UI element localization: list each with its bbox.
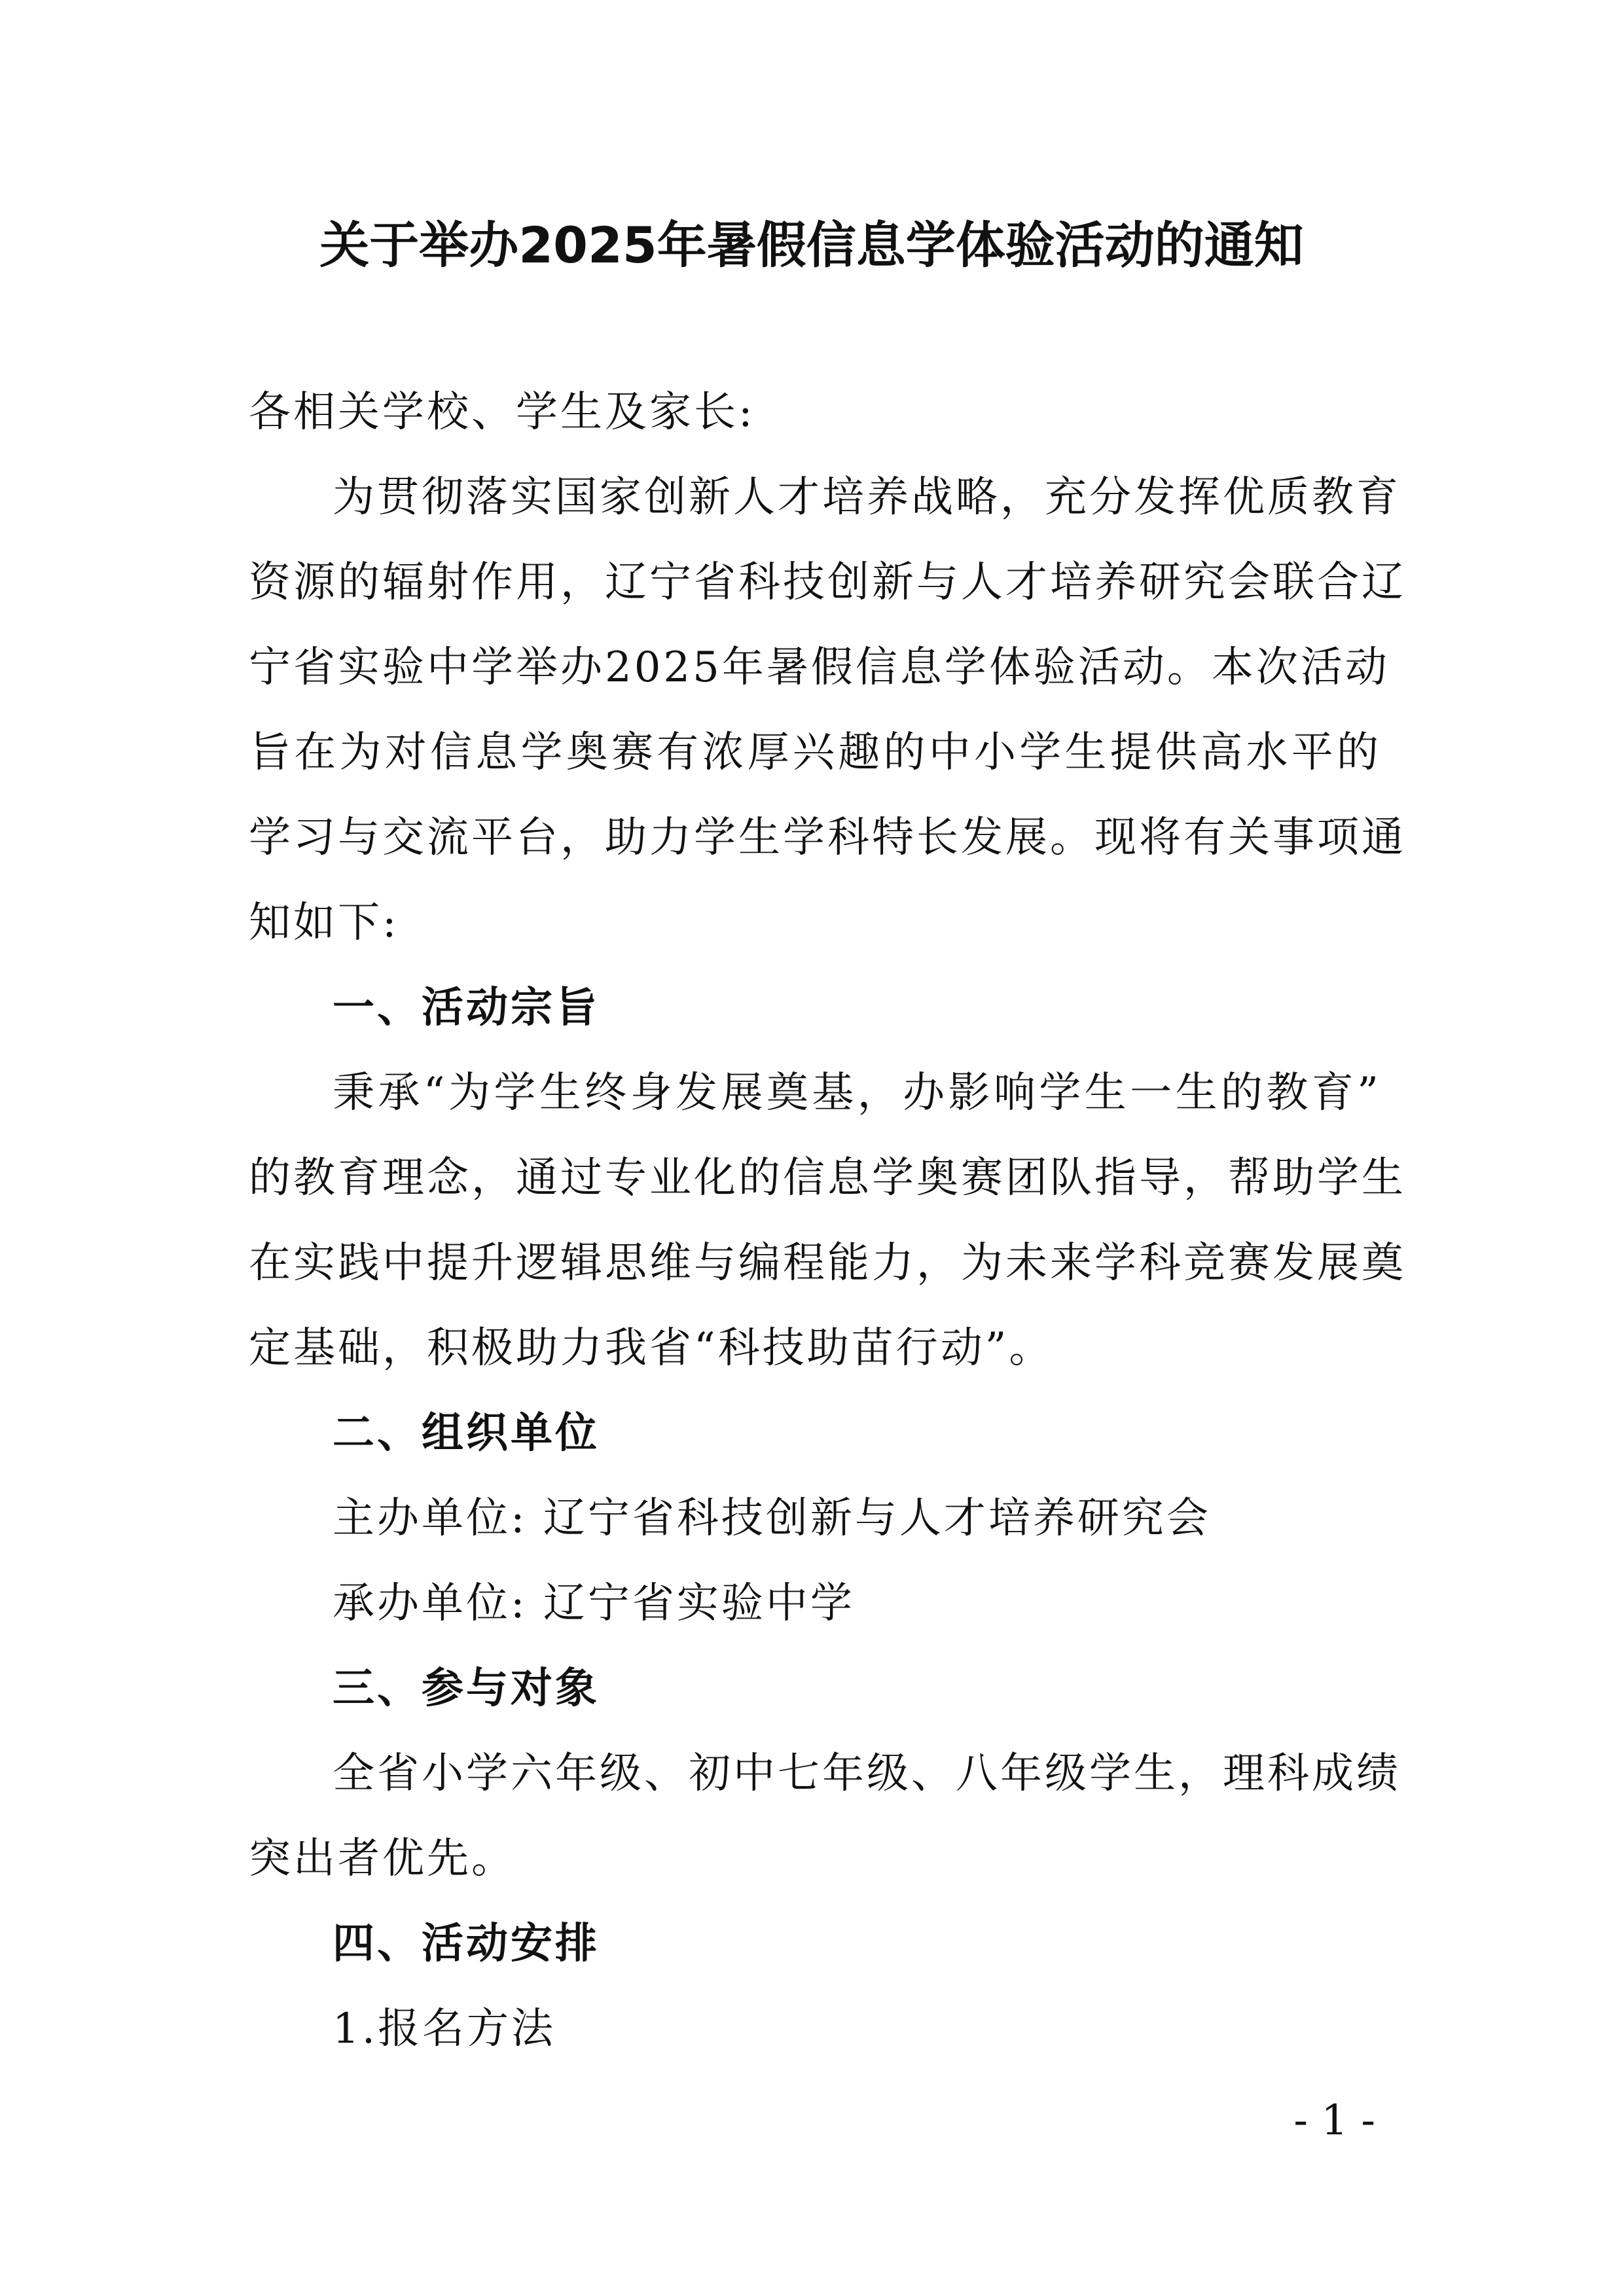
participants-line-1: 全省小学六年级、初中七年级、八年级学生，理科成绩 — [333, 1749, 1401, 1798]
section-heading-purpose: 一、活动宗旨 — [333, 984, 600, 1032]
host-unit: 主办单位: 辽宁省科技创新与人才培养研究会 — [333, 1494, 1211, 1543]
intro-line-2: 资源的辐射作用，辽宁省科技创新与人才培养研究会联合辽 — [249, 558, 1406, 607]
section-heading-participants: 三、参与对象 — [333, 1664, 600, 1713]
purpose-line-2: 的教育理念，通过专业化的信息学奥赛团队指导，帮助学生 — [249, 1154, 1406, 1202]
section-heading-organizers: 二、组织单位 — [333, 1409, 600, 1458]
purpose-line-4: 定基础，积极助力我省“科技助苗行动”。 — [249, 1324, 1054, 1372]
document-title: 关于举办2025年暑假信息学体验活动的通知 — [319, 216, 1304, 274]
purpose-line-1: 秉承“为学生终身发展奠基，办影响学生一生的教育” — [333, 1069, 1381, 1117]
arrangement-item-1: 1.报名方法 — [333, 2005, 556, 2053]
section-heading-arrangement: 四、活动安排 — [333, 1920, 600, 1968]
organizer-unit: 承办单位: 辽宁省实验中学 — [333, 1579, 855, 1628]
participants-line-2: 突出者优先。 — [249, 1835, 516, 1883]
salutation: 各相关学校、学生及家长: — [249, 388, 755, 437]
purpose-line-3: 在实践中提升逻辑思维与编程能力，为未来学科竞赛发展奠 — [249, 1239, 1406, 1287]
intro-line-3: 宁省实验中学举办2025年暑假信息学体验活动。本次活动 — [249, 643, 1390, 692]
intro-line-6: 知如下: — [249, 899, 399, 947]
intro-line-5: 学习与交流平台，助力学生学科特长发展。现将有关事项通 — [249, 814, 1406, 862]
page-number: - 1 - — [1293, 2096, 1375, 2145]
intro-line-1: 为贯彻落实国家创新人才培养战略，充分发挥优质教育 — [333, 473, 1401, 522]
intro-line-4: 旨在为对信息学奥赛有浓厚兴趣的中小学生提供高水平的 — [249, 728, 1381, 777]
document-body — [249, 0, 1406, 2296]
